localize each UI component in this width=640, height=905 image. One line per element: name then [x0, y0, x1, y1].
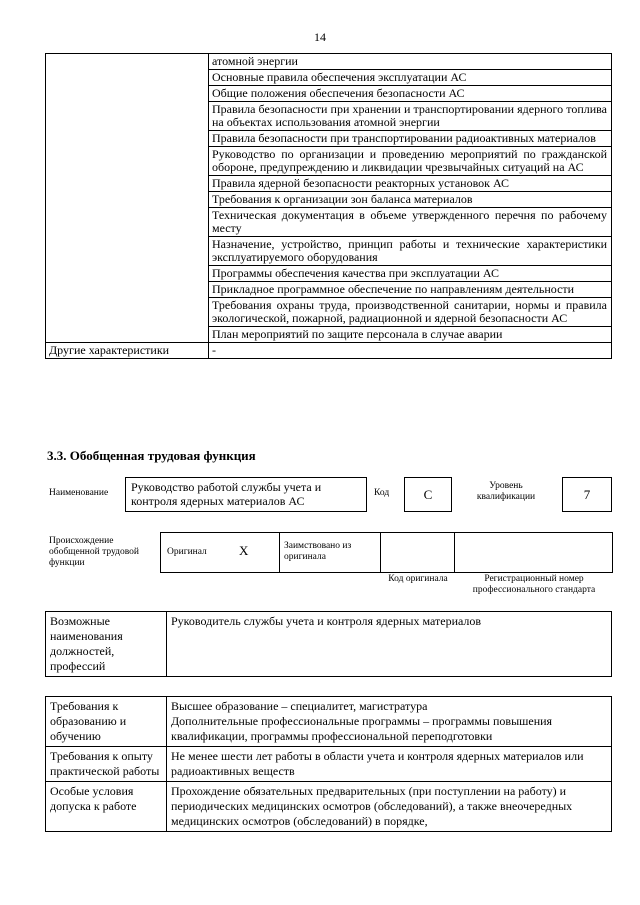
knowledge-item: Правила безопасности при хранении и транспортировании ядерного топлива на объектах использования атомной энергии	[209, 102, 612, 131]
positions-value: Руководитель службы учета и контроля ядерных материалов	[167, 612, 612, 677]
knowledge-item: Правила ядерной безопасности реакторных установок АС	[209, 176, 612, 192]
name-box	[125, 477, 367, 512]
code-label: Код	[374, 488, 390, 498]
requirement-value	[167, 747, 612, 782]
code-box	[404, 477, 452, 512]
requirements-table	[45, 696, 612, 832]
knowledge-item: Правила безопасности при транспортировании радиоактивных материалов	[209, 131, 612, 147]
knowledge-item: Техническая документация в объеме утвержденного перечня по рабочему месту	[209, 208, 612, 237]
requirement-label: Требования к образованию и обучению	[46, 697, 167, 747]
requirement-label: Особые условия допуска к работе	[46, 782, 167, 832]
knowledge-item: План мероприятий по защите персонала в случае аварии	[209, 327, 612, 343]
positions-label: Возможные наименования должностей, профессий	[46, 612, 167, 677]
section-title: 3.3. Обобщенная трудовая функция	[47, 448, 256, 463]
requirement-line: Высшее образование – специалитет, магистратура	[171, 699, 428, 713]
requirement-value	[167, 697, 612, 747]
knowledge-item: Прикладное программное обеспечение по направлениям деятельности	[209, 282, 612, 298]
requirement-value	[167, 782, 612, 832]
knowledge-item: Требования охраны труда, производственной санитарии, нормы и правила экологической, пожарной, радиационной и ядерной безопасности АС	[209, 298, 612, 327]
level-value: 7	[583, 487, 591, 502]
original-mark: X	[239, 543, 249, 558]
requirement-line: Прохождение обязательных предварительных (при поступлении на работу) и периодических медицинских осмотров (обследований), а также внеочередных медицинских осмотров (обследований) в порядке,	[171, 784, 573, 828]
origin-box	[160, 532, 613, 573]
knowledge-item: атомной энергии	[209, 54, 612, 70]
knowledge-table	[45, 53, 612, 359]
knowledge-item: Программы обеспечения качества при эксплуатации АС	[209, 266, 612, 282]
knowledge-item: Назначение, устройство, принцип работы и технические характеристики эксплуатируемого оборудования	[209, 237, 612, 266]
other-characteristics-value: -	[209, 343, 612, 359]
code-original-caption: Код оригинала	[388, 574, 448, 584]
knowledge-item: Основные правила обеспечения эксплуатации АС	[209, 70, 612, 86]
requirement-line: Не менее шести лет работы в области учета и контроля ядерных материалов или радиоактивных веществ	[171, 749, 584, 778]
level-box	[562, 477, 612, 512]
knowledge-item: Руководство по организации и проведению мероприятий по гражданской обороне, предупреждению и ликвидации чрезвычайных ситуаций на АС	[209, 147, 612, 176]
requirement-line: Дополнительные профессиональные программы – программы повышения квалификации, программы профессиональной переподготовки	[171, 714, 553, 743]
name-value: Руководство работой службы учета и контроля ядерных материалов АС	[131, 480, 322, 508]
knowledge-item: Требования к организации зон баланса материалов	[209, 192, 612, 208]
level-label: Уровень квалификации	[476, 481, 536, 502]
reg-number-caption: Регистрационный номер профессионального стандарта	[472, 574, 596, 595]
positions-table	[45, 611, 612, 677]
requirement-label: Требования к опыту практической работы	[46, 747, 167, 782]
top-table-left-cell	[46, 54, 209, 343]
page-number: 14	[314, 30, 326, 44]
original-label: Оригинал	[167, 547, 207, 557]
knowledge-item: Общие положения обеспечения безопасности АС	[209, 86, 612, 102]
origin-label: Происхождение обобщенной трудовой функции	[49, 536, 139, 568]
borrowed-label: Заимствовано из оригинала	[284, 541, 352, 562]
name-label: Наименование	[49, 488, 109, 498]
code-value: С	[423, 487, 433, 502]
other-characteristics-label: Другие характеристики	[46, 343, 209, 359]
